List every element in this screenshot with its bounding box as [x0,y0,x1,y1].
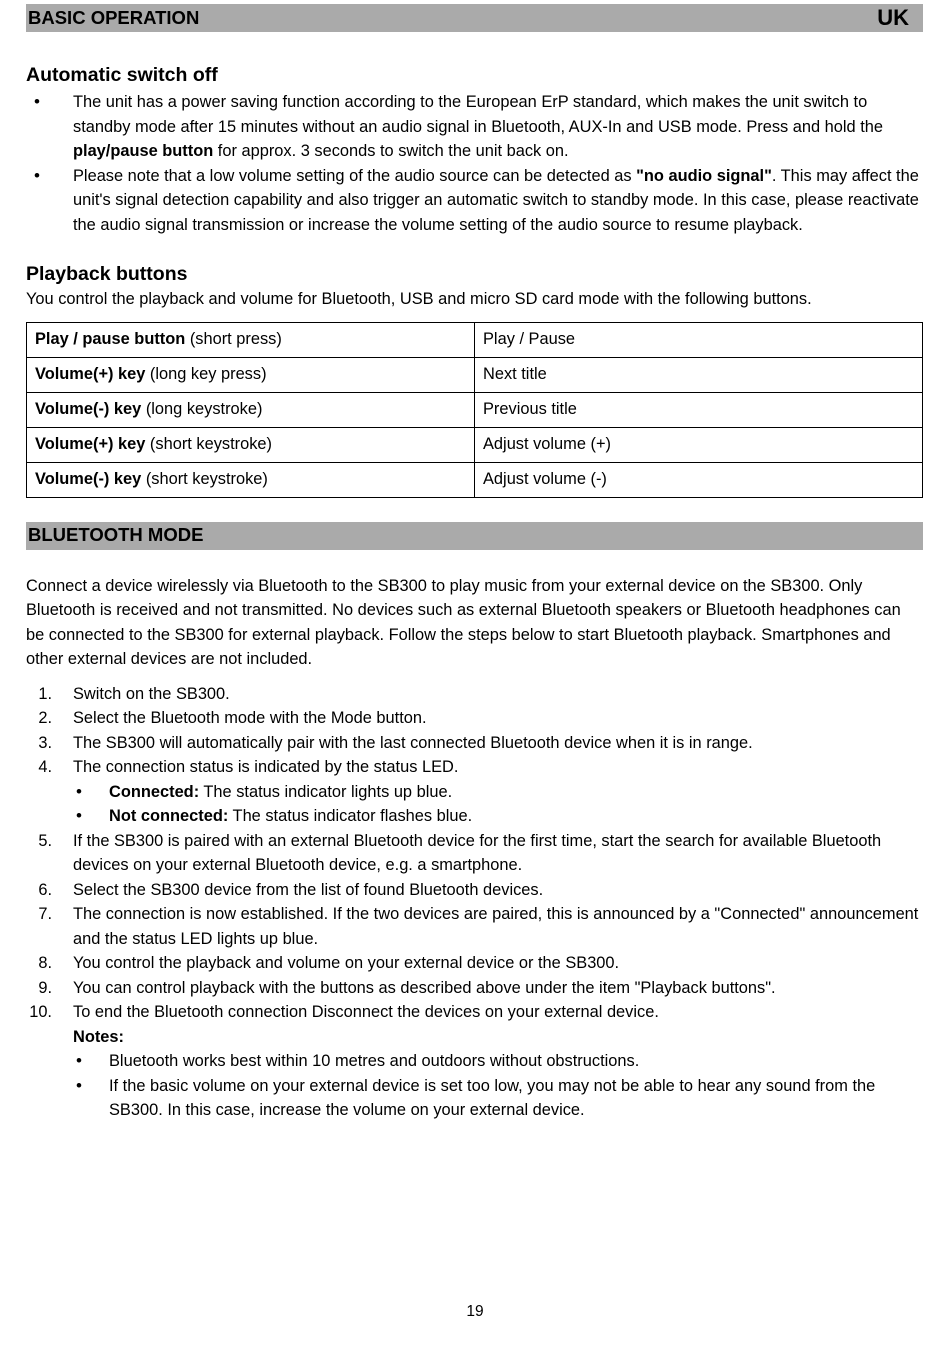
key-note: (long keystroke) [141,400,263,419]
page [26,4,923,1123]
step-number: 5. [38,831,52,850]
step-number: 9. [38,978,52,997]
step-text: Select the Bluetooth mode with the Mode button. [73,709,427,727]
key-name: Volume(-) key [35,470,142,489]
step-text: You control the playback and volume on your external device or the SB300. [73,954,620,972]
step-number: 1. [38,684,52,703]
action-cell: Next title [475,357,923,392]
section-band-basic-operation [26,4,923,32]
bluetooth-intro: Connect a device wirelessly via Bluetooth to the SB300 to play music from your external device on the SB300. Only Bluetooth is received and not transmitted. No devices such as external Bluetooth speakers or Bluetooth headphones can be connected to the SB300 for external playback. Follow the steps below to start Bluetooth playback. Smartphones and other external devices are not included. [26,576,901,668]
list-item [73,780,923,805]
auto-off-heading: Automatic switch off [26,64,218,86]
section-title: BASIC OPERATION [28,6,200,28]
step-number: 2. [38,709,52,727]
action-cell: Adjust volume (+) [475,427,923,462]
step-item [26,1000,923,1123]
table-row [27,392,923,427]
language-code: UK [877,4,909,30]
step-text: The connection is now established. If the two devices are paired, this is announced by a "Connected" announcement and the status LED lights up blue. [73,905,919,948]
playback-intro: You control the playback and volume for Bluetooth, USB and micro SD card mode with the following buttons. [26,290,812,308]
action-cell: Previous title [475,392,923,427]
key-cell [27,427,475,462]
text: The status indicator flashes blue. [228,807,473,825]
table-row [27,462,923,497]
bold-text: Connected: [109,782,200,801]
section-title: BLUETOOTH MODE [28,524,204,546]
step-text: Switch on the SB300. [73,684,230,703]
text: Please note that a low volume setting of the audio source can be detected as [73,166,637,185]
list-item [73,804,923,829]
list-item [26,90,923,164]
notes-list [73,1049,923,1123]
step-text: You can control playback with the buttons as described above under the item "Playback buttons". [73,978,776,997]
list-item: • Bluetooth works best within 10 metres and outdoors without obstructions. [73,1049,923,1074]
status-list [73,780,923,829]
bold-text: Not connected: [109,807,229,825]
bold-text: play/pause button [73,142,214,160]
notes-label: Notes: [73,1027,124,1046]
step-number: 10. [29,1003,52,1021]
text: The status indicator lights up blue. [199,782,453,801]
key-cell [27,462,475,497]
bold-text: "no audio signal" [636,166,772,185]
action-cell: Play / Pause [475,322,923,357]
key-cell [27,357,475,392]
key-note: (short keystroke) [145,435,272,454]
step-text: If the SB300 is paired with an external Bluetooth device for the first time, start the search for available Bluetooth devices on your external Bluetooth device, e.g. a smartphone. [73,831,882,874]
step-text: The connection status is indicated by the status LED. [73,758,459,776]
table-row [27,427,923,462]
key-name: Play / pause button [35,330,186,349]
text: . This may affect the unit's signal detection capability and also trigger an automatic switch to standby mode. In this case, please reactivate the audio signal transmission or increase the volume setting of the audio source to resume playback. [73,166,919,234]
key-cell [27,322,475,357]
section-band-bluetooth-mode [26,522,923,550]
step-number: 4. [38,758,52,776]
key-note: (long key press) [145,365,267,384]
key-note: (short press) [185,330,282,349]
step-item [26,902,923,951]
step-item [26,755,923,829]
step-text: The SB300 will automatically pair with the last connected Bluetooth device when it is in range. [73,733,753,752]
playback-table [26,322,923,498]
step-item [26,976,923,1001]
text: The unit has a power saving function according to the European ErP standard, which makes the unit switch to standby mode after 15 minutes without an audio signal in Bluetooth, AUX-In and USB mode. Press and hold the [73,93,884,136]
list-item [26,164,923,238]
step-item [26,878,923,903]
key-name: Volume(+) key [35,365,146,384]
step-item [26,829,923,878]
auto-off-section [26,62,923,237]
key-name: Volume(-) key [35,400,142,419]
key-note: (short keystroke) [141,470,268,489]
playback-heading: Playback buttons [26,263,188,285]
table-row [27,357,923,392]
step-number: 8. [38,954,52,972]
step-number: 7. [38,905,52,923]
playback-section [26,261,923,498]
step-item [26,682,923,707]
auto-off-list [26,90,923,237]
step-text: Select the SB300 device from the list of found Bluetooth devices. [73,880,544,899]
action-cell: Adjust volume (-) [475,462,923,497]
key-name: Volume(+) key [35,435,146,454]
step-text: To end the Bluetooth connection Disconnect the devices on your external device. [73,1003,659,1021]
step-item [26,731,923,756]
page-number: 19 [466,1303,484,1320]
text: for approx. 3 seconds to switch the unit back on. [213,142,569,160]
step-item [26,951,923,976]
key-cell [27,392,475,427]
step-number: 3. [38,733,52,752]
step-item [26,706,923,731]
step-number: 6. [38,880,52,899]
bluetooth-steps [26,682,923,1123]
list-item: • If the basic volume on your external device is set too low, you may not be able to hear any sound from the SB300. In this case, increase the volume on your external device. [73,1074,923,1123]
table-row [27,322,923,357]
